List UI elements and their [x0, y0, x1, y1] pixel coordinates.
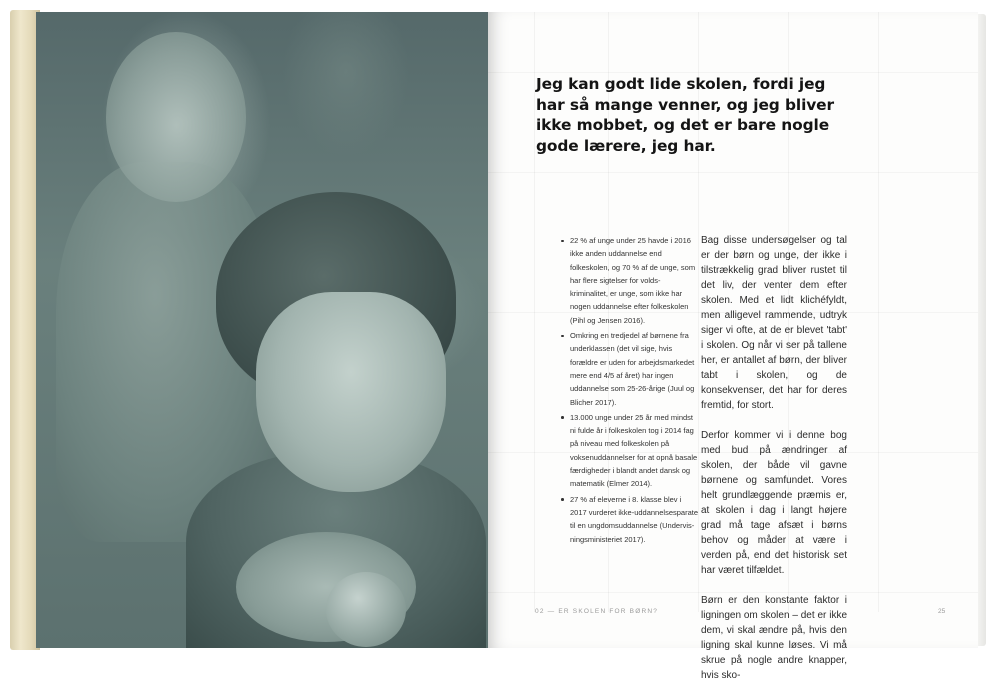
paragraph: Bag disse undersøgelser og tal er der børn og unge, der ikke i tilstrækkelig grad bliver rustet til det liv, der venter dem efter skolen. Med et lidt klichéfyldt, men alligevel rammende, udtryk siger vi ofte, at de er blevet 'tabt' i skolen. Og når vi ser på tallene her, er antallet af børn, der bliver tabt i skolen, og de konsekvenser, det har for deres fremtid, for stort.: [701, 235, 847, 411]
body-text: [701, 233, 847, 698]
fact-item: 27 % af eleverne i 8. klasse blev i 2017 vurderet ikke-uddannelsesparate til en ungdomsuddannelse (Undervis-ningsministeriet 2017).: [570, 493, 698, 546]
paragraph: Børn er den konstante faktor i ligningen om skolen – det er ikke dem, vi skal ændre på, hvis den ligning skal kunne løses. Vi må skrue på nogle andre knapper, hvis sko-: [701, 595, 847, 681]
photo-page: [36, 12, 488, 648]
fact-item: Omkring en tredjedel af børnene fra underklassen (det vil sige, hvis forældre er uden for arbejdsmarkedet mere end 4/5 af året) har ingen uddannelse som 25-26-årige (Juul og Blicher 2017).: [570, 329, 698, 409]
pull-quote: Jeg kan godt lide skolen, fordi jeg har så mange venner, og jeg bliver ikke mobbet, og det er bare nogle gode lærere, jeg har.: [536, 75, 835, 155]
held-object: [326, 572, 406, 647]
background-child-head: [106, 32, 246, 202]
facts-list: [560, 234, 698, 548]
running-head: 02 — ER SKOLEN FOR BØRN?: [535, 608, 659, 615]
grid-line: [488, 172, 978, 173]
paragraph: Derfor kommer vi i denne bog med bud på ændringer af skolen, der både vil gavne børnene og samfundet. Vores helt grundlæggende præmis er, at skolen i dag i langt højere grad må tage afsæt i børns behov og måder at være i verden på, end det historisk set har været tilfældet.: [701, 430, 847, 576]
fact-item: 13.000 unge under 25 år med mindst ni fulde år i folkeskolen tog i 2014 fag på niveau med folkeskolen på voksenuddannelser for at opnå basale færdigheder i blandt andet dansk og matematik (Elmer 2014).: [570, 411, 698, 491]
fact-item: 22 % af unge under 25 havde i 2016 ikke anden uddannelse end folkeskolen, og 70 % af de unge, som har flere sigtelser for volds-kriminalitet, er unge, som ikke har nogen uddannelse efter folkeskolen (Pihl og Jensen 2016).: [570, 234, 698, 327]
grid-line: [488, 72, 978, 73]
page-stack-edge: [978, 14, 986, 646]
page-number: 25: [938, 608, 946, 615]
boy-face: [256, 292, 446, 492]
